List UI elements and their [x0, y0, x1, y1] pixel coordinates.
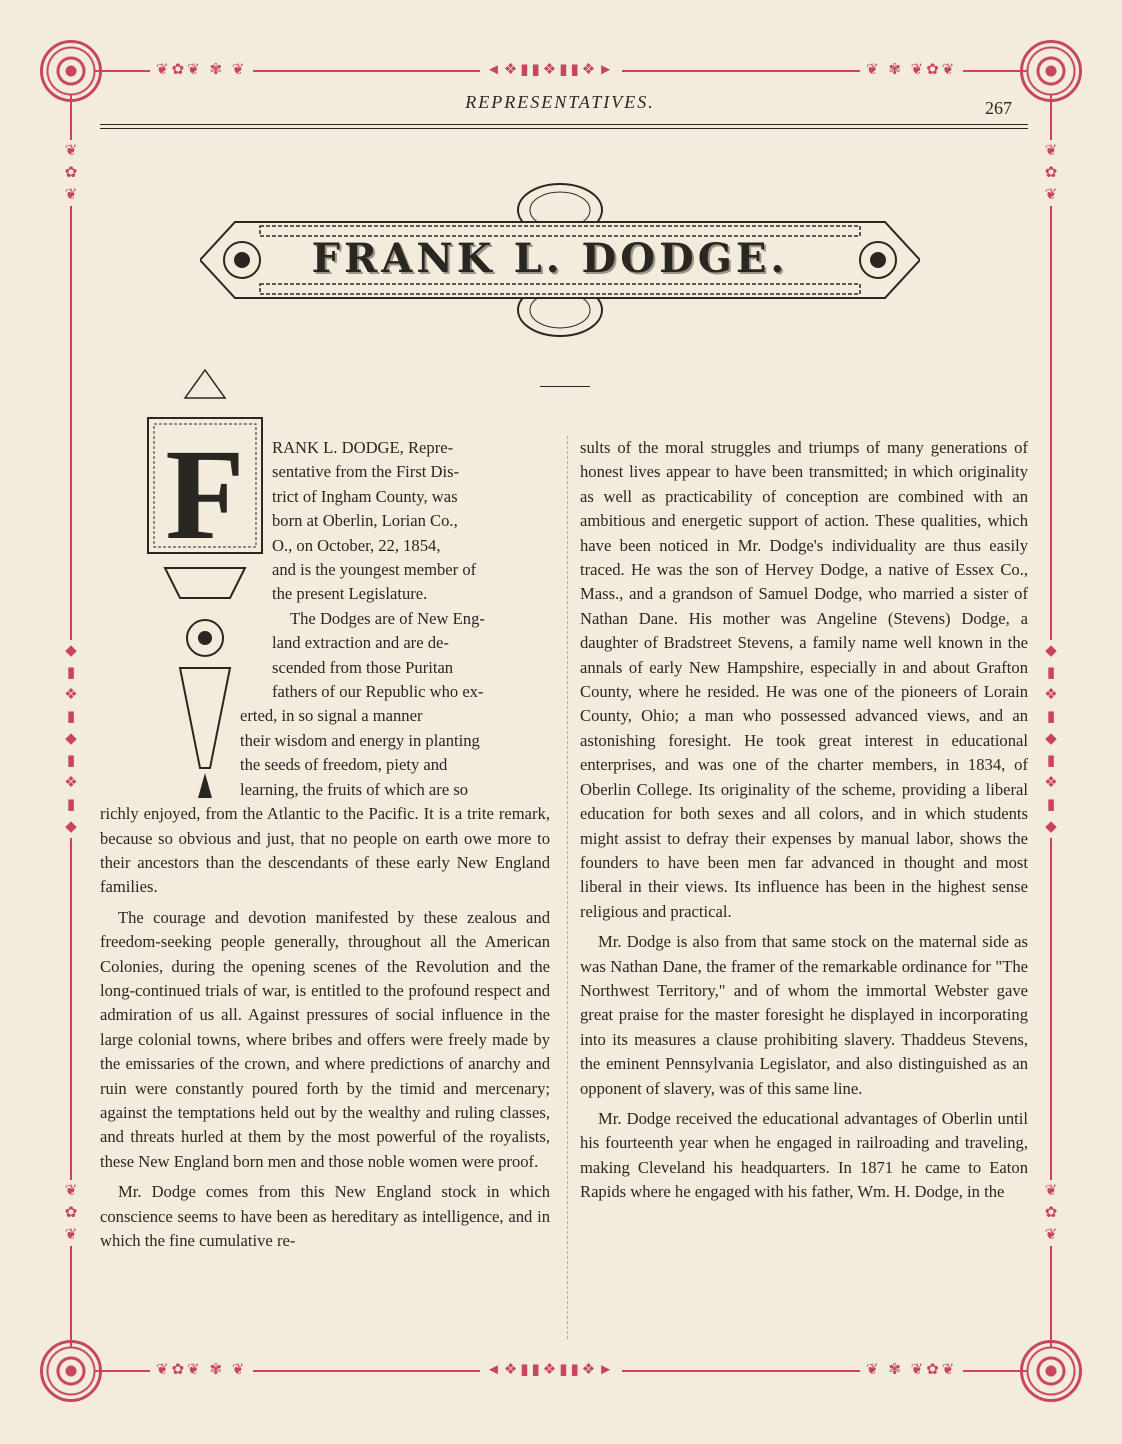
intro-block-lower — [240, 704, 550, 802]
fleuron-icon: ◄❖▮▮❖▮▮❖► — [480, 1363, 622, 1378]
scroll-ornament-icon: ❦ ✿ ❦ — [1039, 140, 1063, 206]
scroll-ornament-icon: ❦✿❦ ✾ ❦ — [150, 63, 253, 78]
text-line: learning, the fruits of which are so — [240, 779, 469, 799]
rosette-icon — [1020, 1340, 1082, 1402]
header-rule — [100, 124, 1028, 125]
scroll-ornament-icon: ❦ ✿ ❦ — [59, 140, 83, 206]
paragraph: Mr. Dodge comes from this New England stock in which conscience seems to have been as hereditary as intelligence, and in which the fine cumulative re- — [100, 1182, 550, 1250]
left-column — [100, 436, 550, 1253]
text-line: born at Oberlin, Lorian Co., — [272, 511, 458, 531]
paragraph: sults of the moral struggles and triumps of many generations of honest lives appear to have been transmitted; in which originality as well as practicability of conception are combined with an ambitious and energetic support of action. These qualities, which have been noticed in Mr. Dodge's individuality are thus easily traced. He was the son of Hervey Dodge, a native of Essex Co., Mass., and a grandson of Samuel Dodge, who married a sister of Nathan Dane. His mother was Angeline (Stevens) Dodge, a daughter of Bradstreet Stevens, a family name well known in the annals of early New Hampshire, especially in and about Grafton County, where he resided. He was one of the pioneers of Lorain County, Ohio; a man who possessed advanced views, and an astonishing foresight. He took great interest in educational enterprises, and was one of the charter members, in 1834, of Oberlin College. Its originality of the scheme, providing a liberal education for both sexes and all colors, and in which students might assist to defray their expenses by manual labor, shows the founders to have been men far advanced in thought and most liberal in their views. Its influence has been in the highest sense religious and practical. — [580, 438, 1028, 921]
rosette-icon — [1020, 40, 1082, 102]
drop-cap-letter: F — [165, 423, 245, 567]
rosette-icon — [40, 40, 102, 102]
text-line: sentative from the First Dis- — [272, 462, 460, 482]
scroll-ornament-icon: ❦✿❦ ✾ ❦ — [150, 1363, 253, 1378]
page-number: 267 — [985, 98, 1012, 118]
scroll-ornament-icon: ❦ ✿ ❦ — [1039, 1180, 1063, 1246]
column-divider — [567, 436, 569, 1339]
subject-name: FRANK L. DODGE. — [311, 235, 789, 282]
text-line: RANK L. DODGE, Repre- — [272, 438, 454, 457]
fleuron-icon: ◆ ▮ ❖ ▮ ◆ ▮ ❖ ▮ ◆ — [1039, 640, 1063, 838]
running-header: REPRESENTATIVES. — [465, 92, 655, 112]
header-rule — [100, 128, 1028, 129]
paragraph: Mr. Dodge received the educational advantages of Oberlin until his fourteenth year when he engaged in railroading and traveling, making Cleveland his headquarters. In 1871 he came to Eaton Rapids where he engaged with his father, Wm. H. Dodge, in the — [580, 1108, 1028, 1202]
paragraph: Mr. Dodge is also from that same stock on the maternal side as was Nathan Dane, the framer of the remarkable ordinance for "The Northwest Territory," and of whom the immortal Webster gave great praise for the master foresight he displayed in incorporating into its measures a clause prohibiting slavery. Thaddeus Stevens, the eminent Pennsylvania Legislator, and also distinguished as an opponent of slavery, was of this same line. — [580, 932, 1028, 1098]
paragraph: richly enjoyed, from the Atlantic to the Pacific. It is a trite remark, because so obvious and just, that no people on earth owe more to their ancestors than the descendants of these early New England families. — [100, 804, 550, 897]
text-line: their wisdom and energy in planting — [240, 730, 480, 750]
text-line: The Dodges are of New Eng- — [290, 608, 485, 628]
divider-rule — [540, 386, 590, 387]
text-line: erted, in so signal a manner — [240, 706, 423, 726]
fleuron-icon: ◆ ▮ ❖ ▮ ◆ ▮ ❖ ▮ ◆ — [59, 640, 83, 838]
paragraph: The courage and devotion manifested by these zealous and freedom-seeking people generally, throughout all the American Colonies, during the opening scenes of the Revolution and the long-continued trials of war, is entitled to the profound respect and admiration of us all. Against pressures of social influence in the large colonial towns, where bribes and offers were freely made by the emissaries of the crown, and where predictions of anarchy and ruin were constantly poured forth by the timid and mercenary; against the temptations held out by the wealthy and ruling classes, and threats hurled at them by the most powerful of the royalists, these New England born men and those noble women were proof. — [100, 907, 550, 1171]
scroll-ornament-icon: ❦ ✾ ❦✿❦ — [860, 63, 963, 78]
text-line: the present Legislature. — [272, 584, 428, 604]
scroll-ornament-icon: ❦ ✿ ❦ — [59, 1180, 83, 1246]
text-line: scended from those Puritan — [272, 657, 454, 677]
text-line: land extraction and are de- — [272, 633, 449, 653]
fleuron-icon: ◄❖▮▮❖▮▮❖► — [480, 63, 622, 78]
text-line: and is the youngest member of — [272, 560, 477, 580]
right-column — [580, 436, 1028, 1205]
text-line: O., on October, 22, 1854, — [272, 535, 441, 555]
intro-block — [272, 436, 550, 704]
rosette-icon — [40, 1340, 102, 1402]
scroll-ornament-icon: ❦ ✾ ❦✿❦ — [860, 1363, 963, 1378]
text-line: fathers of our Republic who ex- — [272, 682, 484, 702]
text-line: trict of Ingham County, was — [272, 486, 458, 506]
text-line: the seeds of freedom, piety and — [240, 755, 448, 775]
